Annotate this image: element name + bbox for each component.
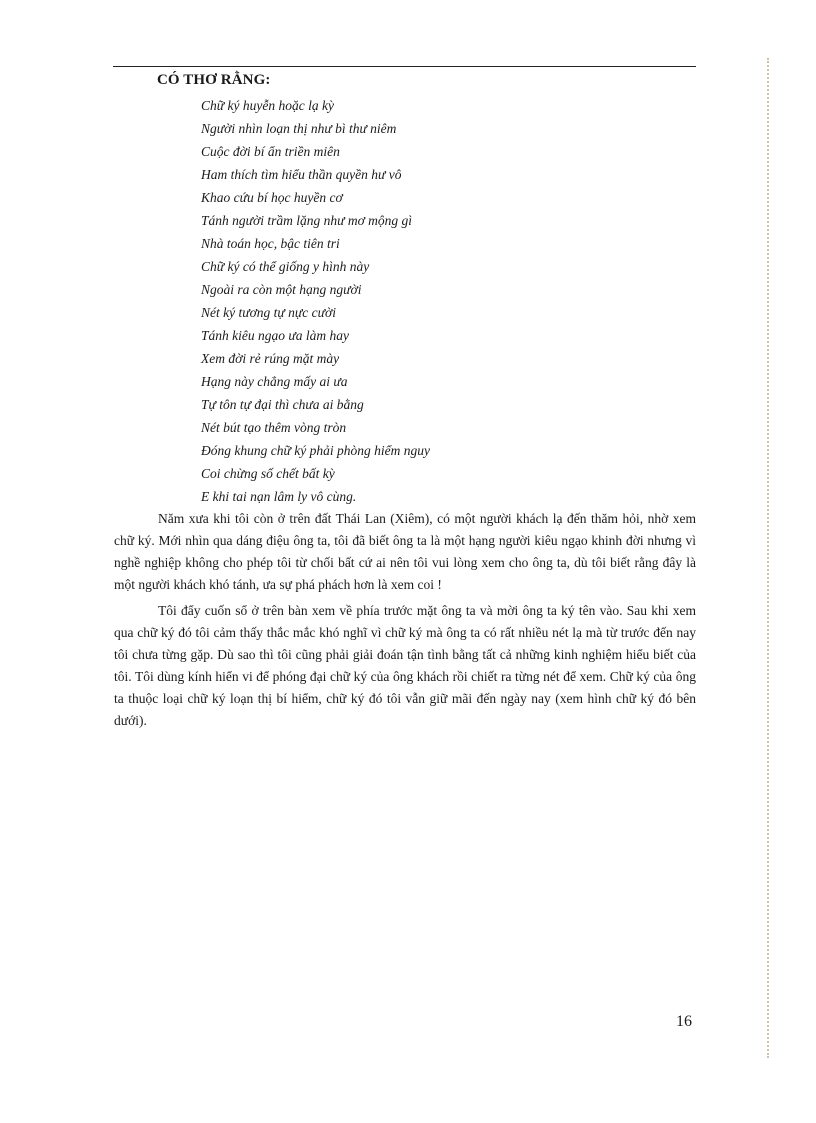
poem-line: Tự tôn tự đại thì chưa ai bằng	[201, 397, 364, 412]
poem-line: Xem đời rẻ rúng mặt mày	[201, 351, 340, 366]
paragraph: Năm xưa khi tôi còn ở trên đất Thái Lan (Xiêm), có một người khách lạ đến thăm hỏi, nhờ xem chữ ký. Mới nhìn qua dáng điệu ông ta, tôi đã biết ông ta là một hạng người kiêu ngạo khinh đời nhưng vì nghề nghiệp không cho phép tôi từ chối bất cứ ai nên tôi vui lòng xem cho ông ta, dù tôi biết rằng đây là một người khách khó tánh, ưa sự phá phách hơn là xem coi !	[114, 511, 696, 592]
poem-line: Ham thích tìm hiểu thần quyền hư vô	[201, 167, 402, 182]
header-rule	[113, 66, 696, 67]
poem-line: E khi tai nạn lâm ly vô cùng.	[201, 489, 357, 504]
poem-line: Khao cứu bí học huyền cơ	[201, 190, 343, 205]
poem-line: Đóng khung chữ ký phải phòng hiểm nguy	[201, 443, 430, 458]
poem-line: Hạng này chẳng mấy ai ưa	[201, 374, 348, 389]
poem-line: Tánh kiêu ngạo ưa làm hay	[201, 328, 349, 343]
paragraph: Tôi đẩy cuốn sổ ở trên bàn xem về phía trước mặt ông ta và mời ông ta ký tên vào. Sau khi xem qua chữ ký đó tôi cảm thấy thắc mắc khó nghĩ vì chữ ký mà ông ta có rất nhiều nét lạ mà từ trước đến nay tôi chưa từng gặp. Dù sao thì tôi cũng phải giải đoán tận tình bằng tất cả những kinh nghiệm hiểu biết của tôi. Tôi dùng kính hiển vi để phóng đại chữ ký của ông khách rồi chiết ra từng nét để xem. Chữ ký của ông ta thuộc loại chữ ký loạn thị bí hiểm, chữ ký đó tôi vẫn giữ mãi đến ngày nay (xem hình chữ ký đó bên dưới).	[114, 603, 696, 728]
poem-line: Coi chừng số chết bất kỳ	[201, 466, 335, 481]
poem-heading: CÓ THƠ RẰNG:	[157, 72, 271, 88]
scan-edge-border	[767, 58, 769, 1058]
poem-line: Tánh người trầm lặng như mơ mộng gì	[201, 213, 413, 228]
poem-line: Chữ ký huyễn hoặc lạ kỳ	[201, 98, 334, 113]
poem	[201, 94, 430, 508]
page-number: 16	[676, 1013, 692, 1030]
poem-line: Cuộc đời bí ẩn triền miên	[201, 144, 340, 159]
poem-line: Nét bút tạo thêm vòng tròn	[201, 420, 347, 435]
poem-line: Chữ ký có thể giống y hình này	[201, 259, 370, 274]
poem-line: Nét ký tương tự nực cười	[201, 305, 336, 320]
poem-line: Người nhìn loạn thị như bì thư niêm	[201, 121, 397, 136]
poem-line: Ngoài ra còn một hạng người	[201, 282, 362, 297]
body-text	[114, 508, 696, 736]
poem-line: Nhà toán học, bậc tiên tri	[201, 236, 340, 251]
